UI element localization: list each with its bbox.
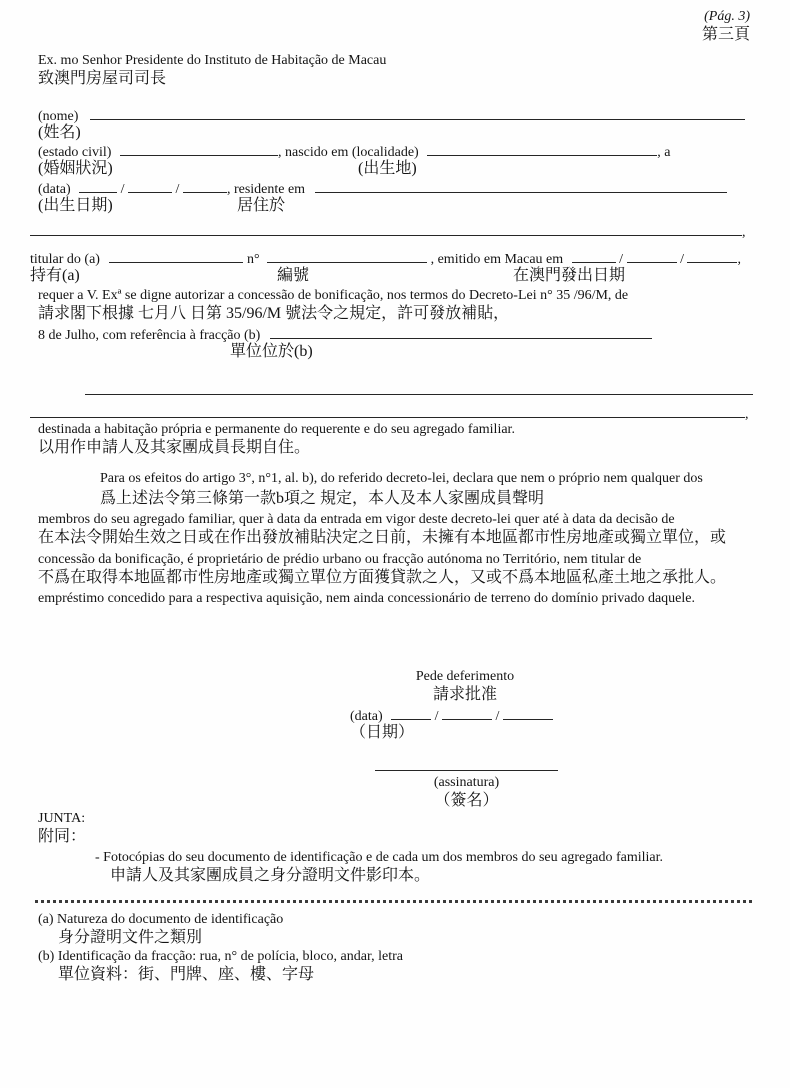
holder-label-pt: titular do (a) bbox=[30, 252, 100, 267]
plea-pt: Pede deferimento bbox=[415, 669, 515, 684]
resident-label-pt: , residente em bbox=[226, 182, 306, 197]
closing-date-day-line bbox=[391, 706, 431, 720]
fraction-cont-line-1 bbox=[85, 394, 753, 395]
number-label-pt: n° bbox=[246, 252, 260, 267]
declaration-line4-pt: empréstimo concedido para a respectiva aquisição, nem ainda concessionário de terreno do domínio privado daquele. bbox=[38, 591, 695, 606]
page-number-pt: (Pág. 3) bbox=[704, 9, 750, 24]
issued-comma: , bbox=[737, 252, 741, 267]
date-slash: / bbox=[619, 252, 624, 267]
date-slash: / bbox=[495, 709, 500, 724]
resident-label-zh: 居住於 bbox=[237, 197, 286, 214]
declaration-line2-zh: 在本法令開始生效之日或在作出發放補貼決定之日前，未擁有本地區都市性房地產或獨立單位，或 bbox=[38, 529, 727, 546]
date-slash: / bbox=[120, 182, 125, 197]
footnote-b-zh: 單位資料：街、門牌、座、樓、字母 bbox=[58, 966, 315, 983]
salutation-zh: 致澳門房屋司司長 bbox=[38, 70, 167, 87]
issue-month-line bbox=[627, 249, 677, 263]
civil-status-label-zh: (婚姻狀況) bbox=[38, 160, 113, 177]
name-field-line bbox=[90, 106, 745, 120]
document-type-line bbox=[109, 249, 243, 263]
date-slash: / bbox=[434, 709, 439, 724]
birthdate-label-pt: (data) bbox=[38, 182, 71, 197]
holder-label-zh: 持有(a) bbox=[30, 267, 80, 284]
issue-day-line bbox=[572, 249, 616, 263]
request-line2-row bbox=[38, 325, 652, 345]
declaration-line3-zh: 不爲在取得本地區都市性房地產或獨立單位方面獲貸款之人，又或不爲本地區私產土地之承批人。 bbox=[38, 569, 727, 586]
closing-date-label-pt: (data) bbox=[350, 709, 383, 724]
declaration-line3-pt: concessão da bonificação, é proprietário de prédio urbano ou fracção autónoma no Território, nem titular de bbox=[38, 552, 642, 567]
closing-date-label-zh: （日期） bbox=[350, 724, 415, 741]
birthdate-day-line bbox=[79, 179, 117, 193]
name-field-row bbox=[38, 106, 745, 126]
plea-zh: 請求批准 bbox=[432, 686, 497, 703]
issue-year-line bbox=[687, 249, 737, 263]
civil-status-line bbox=[120, 142, 278, 156]
residence-cont-row bbox=[30, 222, 746, 242]
residence-cont-comma: , bbox=[742, 225, 746, 240]
name-label-pt: (nome) bbox=[38, 109, 79, 124]
residence-cont-line bbox=[30, 222, 742, 236]
fraction-cont-comma: , bbox=[745, 407, 749, 422]
request-line2-zh: 單位位於(b) bbox=[230, 343, 313, 360]
issued-label-pt: , emitido em Macau em bbox=[430, 252, 564, 267]
residence-line bbox=[315, 179, 727, 193]
declaration-line1-zh: 爲上述法令第三條第一款b項之 規定，本人及本人家團成員聲明 bbox=[100, 490, 545, 507]
footnote-b-pt: (b) Identificação da fracção: rua, n° de polícia, bloco, andar, letra bbox=[38, 949, 403, 964]
name-label-zh: (姓名) bbox=[38, 124, 81, 141]
number-label-zh: 編號 bbox=[277, 267, 310, 284]
birthdate-month-line bbox=[128, 179, 172, 193]
signature-label-zh: （簽名） bbox=[434, 792, 499, 809]
birthplace-line bbox=[427, 142, 657, 156]
fraction-cont-line-2 bbox=[30, 404, 745, 418]
document-holder-row bbox=[30, 249, 741, 269]
issued-label-zh: 在澳門發出日期 bbox=[513, 267, 626, 284]
born-suffix: , a bbox=[657, 145, 671, 160]
birthdate-label-zh: (出生日期) bbox=[38, 197, 113, 214]
attachments-title-pt: JUNTA: bbox=[38, 811, 86, 826]
footnote-a-pt: (a) Natureza do documento de identificação bbox=[38, 912, 284, 927]
request-line1-zh: 請求閣下根據 七月八 日第 35/96/M 號法令之規定，許可發放補貼， bbox=[38, 305, 510, 322]
dashed-separator bbox=[35, 900, 755, 903]
attachments-title-zh: 附同： bbox=[38, 828, 87, 845]
signature-label-pt: (assinatura) bbox=[433, 775, 500, 790]
request-line2-pt: 8 de Julho, com referência à fracção (b) bbox=[38, 328, 261, 343]
attachments-item-pt: - Fotocópias do seu documento de identificação e de cada um dos membros do seu agregado familiar. bbox=[95, 850, 663, 865]
page-number-zh: 第三頁 bbox=[701, 26, 750, 43]
declaration-line1-pt: Para os efeitos do artigo 3°, n°1, al. b), do referido decreto-lei, declara que nem o próprio nem qualquer dos bbox=[100, 471, 703, 486]
footnote-a-zh: 身分證明文件之類別 bbox=[58, 929, 203, 946]
declaration-line2-pt: membros do seu agregado familiar, quer à data da entrada em vigor deste decreto-lei quer até à data da decisão de bbox=[38, 512, 675, 527]
date-slash: / bbox=[175, 182, 180, 197]
closing-date-row bbox=[350, 706, 553, 726]
attachments-item-zh: 申請人及其家團成員之身分證明文件影印本。 bbox=[110, 867, 431, 884]
document-number-line bbox=[267, 249, 427, 263]
destination-pt: destinada a habitação própria e permanente do requerente e do seu agregado familiar. bbox=[38, 422, 515, 437]
fraction-line bbox=[270, 325, 652, 339]
birthplace-label-zh: (出生地) bbox=[358, 160, 417, 177]
birthdate-row bbox=[38, 179, 727, 199]
closing-date-month-line bbox=[442, 706, 492, 720]
destination-zh: 以用作申請人及其家團成員長期自住。 bbox=[38, 439, 311, 456]
closing-date-year-line bbox=[503, 706, 553, 720]
salutation-pt: Ex. mo Senhor Presidente do Instituto de Habitação de Macau bbox=[38, 53, 387, 68]
signature-line bbox=[375, 770, 558, 771]
date-slash: / bbox=[680, 252, 684, 267]
birthdate-year-line bbox=[183, 179, 227, 193]
born-in-label-pt: , nascido em (localidade) bbox=[277, 145, 419, 160]
request-line1-pt: requer a V. Exª se digne autorizar a concessão de bonificação, nos termos do Decreto-Lei n° 35 /96/M, de bbox=[38, 288, 629, 303]
civil-status-label-pt: (estado civil) bbox=[38, 145, 112, 160]
civil-status-row bbox=[38, 142, 670, 162]
